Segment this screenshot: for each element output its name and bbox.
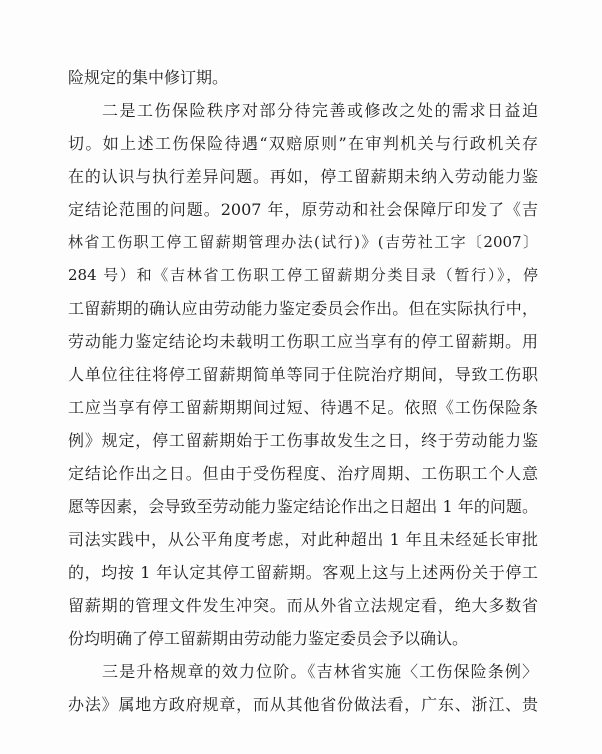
text-line: 司法实践中，从公平角度考虑，对此种超出 1 年且未经延长审批 [68, 530, 538, 549]
text-line: 在的认识与执行差异问题。再如，停工留薪期未纳入劳动能力鉴 [68, 167, 538, 186]
text-line: 办法》属地方政府规章，而从其他省份做法看，广东、浙江、贵 [68, 695, 538, 714]
text-line: 例》规定，停工留薪期始于工伤事故发生之日，终于劳动能力鉴 [68, 431, 538, 450]
paragraph-start-line: 三是升格规章的效力位阶。《吉林省实施〈工伤保险条例〉 [102, 662, 538, 681]
text-line: 的，均按 1 年认定其停工留薪期。客观上这与上述两份关于停工 [68, 563, 538, 582]
text-line: 工应当享有停工留薪期期间过短、待遇不足。依照《工伤保险条 [68, 398, 538, 417]
text-line: 人单位往往将停工留薪期简单等同于住院治疗期间，导致工伤职 [68, 365, 538, 384]
text-line: 留薪期的管理文件发生冲突。而从外省立法规定看，绝大多数省 [68, 596, 538, 615]
text-line: 林省工伤职工停工留薪期管理办法(试行)》(吉劳社工字〔2007〕 [68, 233, 538, 251]
text-line: 愿等因素，会导致至劳动能力鉴定结论作出之日超出 1 年的问题。 [68, 497, 538, 516]
body-text [68, 61, 538, 721]
paragraph-start-line: 二是工伤保险秩序对部分待完善或修改之处的需求日益迫 [102, 101, 538, 120]
text-line: 险规定的集中修订期。 [68, 68, 229, 87]
text-line: 定结论范围的问题。2007 年，原劳动和社会保障厅印发了《吉 [68, 200, 538, 219]
text-line: 劳动能力鉴定结论均未载明工伤职工应当享有的停工留薪期。用 [68, 332, 538, 351]
text-line: 284 号）和《吉林省工伤职工停工留薪期分类目录（暂行）》，停 [68, 266, 538, 284]
text-line: 切。如上述工伤保险待遇“双赔原则”在审判机关与行政机关存 [68, 134, 538, 153]
text-line: 工留薪期的确认应由劳动能力鉴定委员会作出。但在实际执行中， [68, 299, 538, 318]
text-line: 定结论作出之日。但由于受伤程度、治疗周期、工伤职工个人意 [68, 464, 538, 483]
text-line: 份均明确了停工留薪期由劳动能力鉴定委员会予以确认。 [68, 629, 469, 648]
